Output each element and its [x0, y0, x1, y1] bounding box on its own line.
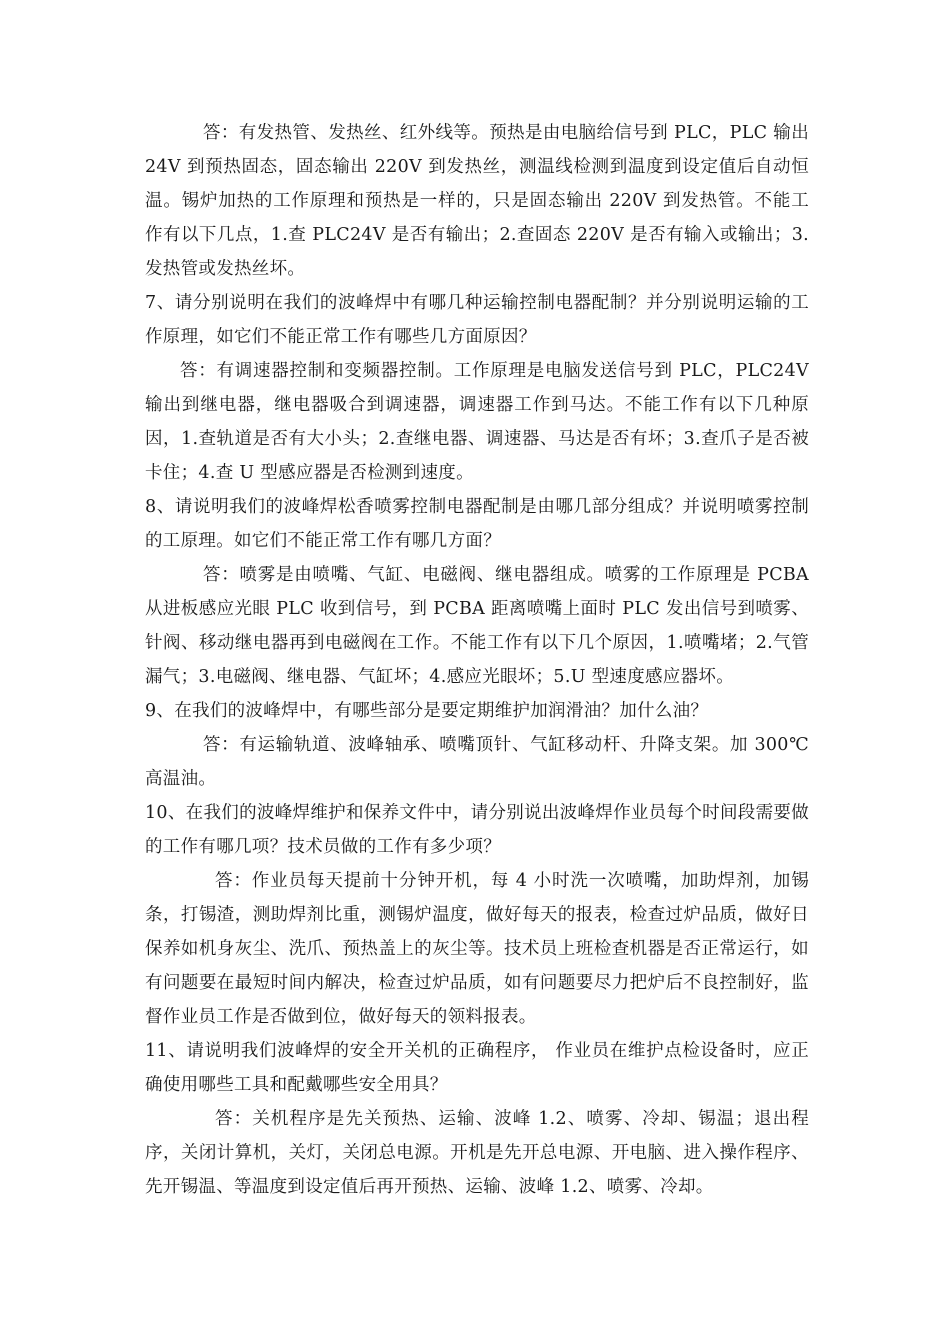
question-10: 10、在我们的波峰焊维护和保养文件中，请分别说出波峰焊作业员每个时间段需要做的工作有哪几项？技术员做的工作有多少项？ — [145, 803, 809, 857]
question-11: 11、请说明我们波峰焊的安全开关机的正确程序， 作业员在维护点检设备时，应正确使用哪些工具和配戴哪些安全用具？ — [145, 1041, 809, 1095]
answer-paragraph-8: 答：喷雾是由喷嘴、气缸、电磁阀、继电器组成。喷雾的工作原理是 PCBA 从进板感应光眼 PLC 收到信号，到 PCBA 距离喷嘴上面时 PLC 发出信号到喷雾、针阀、移动继电器再到电磁阀在工作。不能工作有以下几个原因，1.喷嘴堵；2.气管漏气；3.电磁阀、继电器、气缸坏；4.感应光眼坏；5.U 型速度感应器坏。 — [145, 565, 809, 687]
answer-paragraph-10: 答：作业员每天提前十分钟开机，每 4 小时洗一次喷嘴，加助焊剂，加锡条，打锡渣，测助焊剂比重，测锡炉温度，做好每天的报表，检查过炉品质，做好日保养如机身灰尘、洗爪、预热盖上的灰尘等。技术员上班检查机器是否正常运行，如有问题要在最短时间内解决，检查过炉品质，如有问题要尽力把炉后不良控制好，监督作业员工作是否做到位，做好每天的领料报表。 — [145, 871, 809, 1027]
question-9: 9、在我们的波峰焊中，有哪些部分是要定期维护加润滑油？加什么油？ — [145, 701, 709, 721]
document-page — [145, 116, 809, 1204]
answer-paragraph-7: 答：有调速器控制和变频器控制。工作原理是电脑发送信号到 PLC，PLC24V 输出到继电器，继电器吸合到调速器，调速器工作到马达。不能工作有以下几种原因，1.查轨道是否有大小头；2.查继电器、调速器、马达是否有坏；3.查爪子是否被卡住；4.查 U 型感应器是否检测到速度。 — [145, 361, 809, 483]
answer-paragraph-11: 答：关机程序是先关预热、运输、波峰 1.2、喷雾、冷却、锡温；退出程序，关闭计算机，关灯，关闭总电源。开机是先开总电源、开电脑、进入操作程序、先开锡温、等温度到设定值后再开预热、运输、波峰 1.2、喷雾、冷却。 — [145, 1109, 809, 1197]
question-7: 7、请分别说明在我们的波峰焊中有哪几种运输控制电器配制？并分别说明运输的工作原理，如它们不能正常工作有哪些几方面原因？ — [145, 293, 809, 347]
answer-paragraph-9: 答：有运输轨道、波峰轴承、喷嘴顶针、气缸移动杆、升降支架。加 300℃高温油。 — [145, 735, 809, 789]
question-8: 8、请说明我们的波峰焊松香喷雾控制电器配制是由哪几部分组成？并说明喷雾控制的工原理。如它们不能正常工作有哪几方面？ — [145, 497, 809, 551]
answer-paragraph-6: 答：有发热管、发热丝、红外线等。预热是由电脑给信号到 PLC，PLC 输出 24V 到预热固态，固态输出 220V 到发热丝，测温线检测到温度到设定值后自动恒温。锡炉加热的工作原理和预热是一样的，只是固态输出 220V 到发热管。不能工作有以下几点，1.查 PLC24V 是否有输出；2.查固态 220V 是否有输入或输出；3.发热管或发热丝坏。 — [145, 123, 809, 279]
